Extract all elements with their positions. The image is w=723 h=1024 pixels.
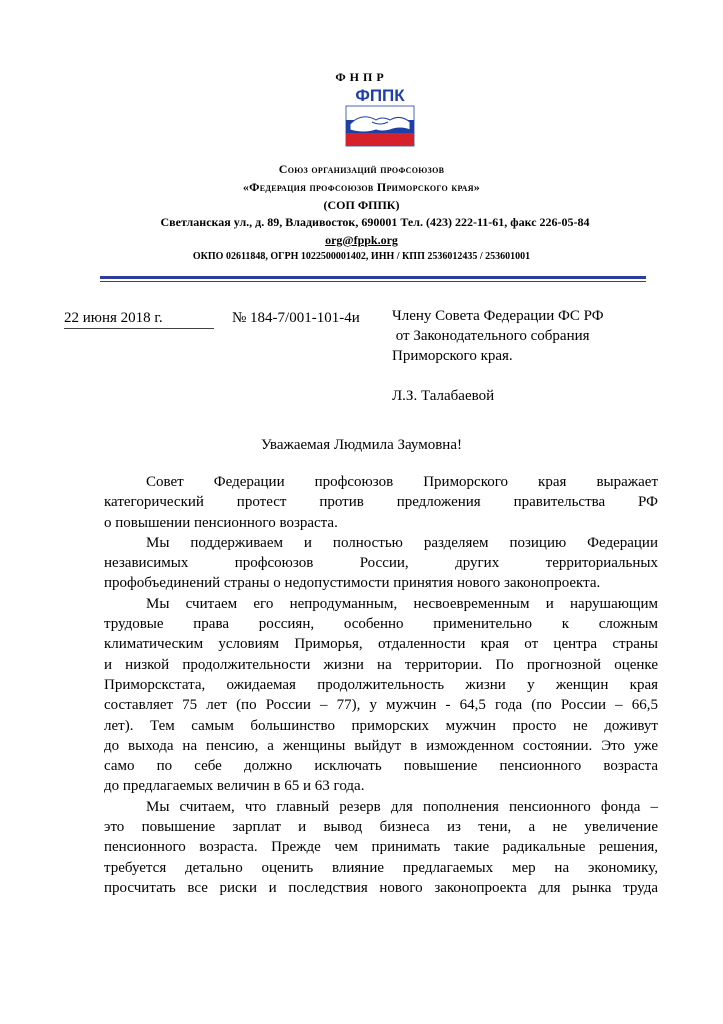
paragraph-line: независимых профсоюзов России, других территориальных	[104, 555, 658, 572]
addressee-block	[392, 306, 604, 406]
paragraph-line: просчитать все риски и последствия нового законопроекта для рынка труда	[104, 879, 658, 896]
logo-text: ФППК	[355, 86, 405, 105]
paragraph-line: Мы поддерживаем и полностью разделяем позицию Федерации	[146, 534, 658, 551]
paragraph-line: о повышении пенсионного возраста.	[104, 514, 338, 531]
org-registration-codes: ОКПО 02611848, ОГРН 1022500001402, ИНН / КПП 2536012435 / 253601001	[192, 251, 531, 262]
paragraph-line: климатическим условиям Приморья, отдаленности края от центра страны	[104, 636, 658, 653]
org-name-line-1: Союз организаций профсоюзов	[278, 162, 445, 176]
paragraph-line: пенсионного возраста. Прежде чем принимать такие радикальные решения,	[104, 839, 658, 856]
header-divider-thick	[100, 276, 646, 279]
letter-date: 22 июня 2018 г.	[64, 310, 214, 329]
org-name-line-2: «Федерация профсоюзов Приморского края»	[242, 180, 481, 194]
paragraph-line: и низкой продолжительности жизни на территории. По прогнозной оценке	[104, 656, 658, 673]
paragraph-line: профобъединений страны о недопустимости принятия нового законопроекта.	[104, 575, 601, 592]
addressee-name: Л.З. Талабаевой	[392, 388, 495, 404]
addressee-line: Приморского края.	[392, 348, 513, 364]
addressee-line: Члену Совета Федерации ФС РФ	[392, 308, 604, 324]
letter-number: № 184-7/001-101-4и	[232, 310, 360, 326]
paragraph-line: Мы считаем его непродуманным, несвоевременным и нарушающим	[146, 595, 658, 612]
paragraph-line: до предлагаемых величин в 65 и 63 года.	[104, 778, 365, 795]
addressee-line: от Законодательного собрания	[392, 328, 590, 344]
header-divider-thin	[100, 281, 646, 282]
paragraph-line: составляет 75 лет (по России – 77), у мужчин - 64,5 года (по России – 66,5	[104, 697, 658, 714]
paragraph-line: Приморскстата, ожидаемая продолжительность жизни у женщин края	[104, 676, 658, 693]
fnpr-label: ФНПР	[335, 70, 388, 84]
paragraph-line: лет). Тем самым большинство приморских мужчин просто не доживут	[104, 717, 658, 734]
paragraph-line: категорический протест против предложения правительства РФ	[104, 494, 658, 511]
paragraph-line: это повышение зарплат и вывод бизнеса из тени, а не увеличение	[104, 819, 658, 836]
org-email-link[interactable]: org@fppk.org	[325, 233, 398, 247]
fppk-logo-icon	[342, 86, 418, 148]
letter-body	[104, 472, 658, 898]
paragraph-line: до выхода на пенсию, а женщины выйдут в изможденном состоянии. Это уже	[104, 737, 658, 754]
paragraph-line: требуется детально оценить влияние предлагаемых мер на экономику,	[104, 859, 658, 876]
org-address: Светланская ул., д. 89, Владивосток, 690001 Тел. (423) 222-11-61, факс 226-05-84	[160, 215, 590, 229]
paragraph-line: Мы считаем, что главный резерв для пополнения пенсионного фонда –	[146, 798, 658, 815]
greeting: Уважаемая Людмила Заумовна!	[261, 437, 462, 453]
paragraph-line: Совет Федерации профсоюзов Приморского края выражает	[146, 474, 658, 490]
paragraph-line: само по себе должно исключать повышение пенсионного возраста	[104, 758, 658, 775]
org-abbreviation: (СОП ФППК)	[323, 198, 400, 212]
paragraph-line: трудовые права россиян, особенно применительно к сложным	[104, 616, 658, 633]
